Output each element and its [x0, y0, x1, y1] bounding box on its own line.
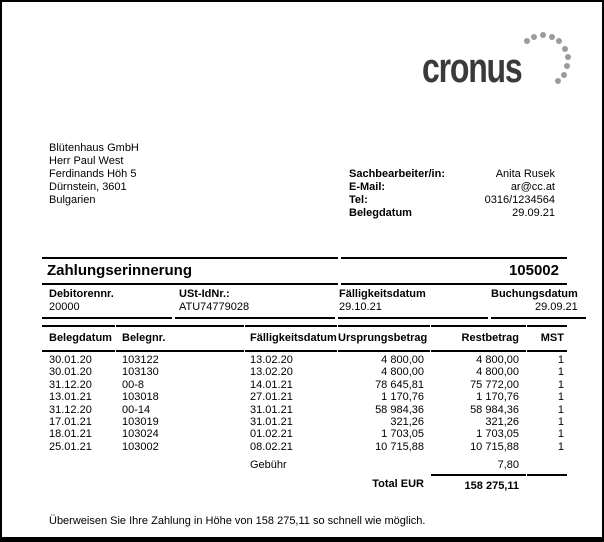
recipient-line: Herr Paul West [49, 155, 124, 167]
cell-faelligkeitsdatum: 14.01.21 [250, 378, 293, 391]
cell-restbetrag: 1 170,76 [476, 391, 519, 404]
column-header-belegnr: Belegnr. [116, 325, 244, 352]
recipient-line: Ferdinands Höh 5 [49, 168, 137, 180]
cell-ursprungsbetrag: 1 703,05 [381, 428, 424, 441]
cell-restbetrag: 10 715,88 [470, 440, 519, 453]
info-field [175, 285, 335, 319]
cell-restbetrag: 4 800,00 [476, 354, 519, 366]
cell-faelligkeitsdatum: 01.02.21 [250, 428, 293, 441]
info-field-label: Buchungsdatum [491, 288, 578, 300]
logo-dot [565, 54, 571, 60]
cell-mst: 1 [557, 403, 564, 416]
table-row [42, 366, 567, 378]
cell-ursprungsbetrag: 4 800,00 [381, 366, 424, 379]
cell-belegnr: 103019 [122, 416, 159, 429]
document-title: Zahlungserinnerung [42, 257, 338, 285]
table-row [42, 428, 567, 440]
document-number: 105002 [341, 257, 567, 285]
cell-belegdatum: 25.01.21 [49, 440, 92, 453]
cell-belegnr: 00-8 [122, 378, 145, 391]
cell-mst: 1 [557, 366, 564, 379]
recipient-line: Blütenhaus GmbH [49, 142, 139, 154]
cell-faelligkeitsdatum: 27.01.21 [250, 391, 293, 404]
cell-mst: 1 [557, 428, 564, 441]
table-body [42, 352, 567, 453]
info-field-label: Debitorennr. [49, 288, 114, 300]
cell-restbetrag: 4 800,00 [476, 366, 519, 379]
cell-faelligkeitsdatum: 31.01.21 [250, 416, 293, 429]
cell-restbetrag: 75 772,00 [470, 378, 519, 391]
cell-belegnr: 103024 [122, 428, 159, 441]
document-header [42, 257, 578, 319]
fee-value: 7,80 [497, 459, 519, 472]
cell-mst: 1 [557, 354, 564, 366]
cell-restbetrag: 58 984,36 [470, 403, 519, 416]
info-field-label: Fälligkeitsdatum [339, 288, 426, 300]
total-label: Total EUR [372, 478, 424, 491]
recipient-line: Bulgarien [49, 194, 96, 206]
table-row [42, 441, 567, 453]
contact-value: Anita Rusek [495, 168, 555, 180]
cell-belegdatum: 17.01.21 [49, 416, 92, 429]
cell-faelligkeitsdatum: 13.02.20 [250, 354, 293, 366]
recipient-line: Dürnstein, 3601 [49, 181, 127, 193]
column-header-restbetrag: Restbetrag [431, 325, 526, 352]
document-info-row [42, 285, 578, 319]
logo-dot [555, 78, 561, 84]
cell-belegdatum: 18.01.21 [49, 428, 92, 441]
contact-value: 0316/1234564 [484, 194, 555, 206]
title-row [42, 257, 567, 285]
cell-ursprungsbetrag: 10 715,88 [375, 440, 424, 453]
cell-belegnr: 103130 [122, 366, 159, 379]
table-row [42, 416, 567, 428]
fee-row [42, 459, 567, 472]
logo-dot [531, 34, 537, 40]
contact-row [349, 207, 555, 220]
cell-belegnr: 00-14 [122, 403, 151, 416]
total-row [42, 474, 567, 493]
info-field-value: 29.10.21 [339, 301, 382, 313]
contact-label: Tel: [349, 194, 368, 206]
cell-belegdatum: 31.12.20 [49, 378, 92, 391]
contact-value: 29.09.21 [512, 207, 555, 219]
table-row [42, 379, 567, 391]
logo-dot [564, 63, 570, 69]
contact-row [349, 181, 555, 194]
cell-mst: 1 [557, 391, 564, 404]
cell-belegdatum: 30.01.20 [49, 366, 92, 379]
column-header-ursprungsbetrag: Ursprungsbetrag [338, 325, 430, 352]
info-field-value: ATU74779028 [179, 301, 250, 313]
info-field-label: USt-IdNr.: [179, 288, 230, 300]
cell-belegnr: 103018 [122, 391, 159, 404]
cell-faelligkeitsdatum: 13.02.20 [250, 366, 293, 379]
table-row [42, 354, 567, 366]
cell-mst: 1 [557, 378, 564, 391]
logo-dot [549, 34, 555, 40]
cell-belegdatum: 31.12.20 [49, 403, 92, 416]
info-field [491, 285, 586, 319]
contact-label: E-Mail: [349, 181, 386, 193]
cell-mst: 1 [557, 416, 564, 429]
column-header-belegdatum: Belegdatum [42, 325, 115, 352]
cell-restbetrag: 321,26 [485, 416, 519, 429]
info-field-value: 29.09.21 [534, 301, 578, 313]
cell-faelligkeitsdatum: 31.01.21 [250, 403, 293, 416]
info-field [338, 285, 488, 319]
logo-dot [562, 46, 568, 52]
company-logo [422, 30, 592, 100]
column-header-mst: MST [527, 325, 567, 352]
table-header-row [42, 325, 567, 352]
contact-info-block [349, 168, 555, 220]
logo-text: cronus [422, 45, 522, 92]
logo-dot [540, 32, 546, 38]
cell-belegnr: 103002 [122, 440, 159, 453]
cell-belegdatum: 13.01.21 [49, 391, 92, 404]
logo-dot [556, 38, 562, 44]
cell-belegdatum: 30.01.20 [49, 354, 92, 366]
cell-faelligkeitsdatum: 08.02.21 [250, 440, 293, 453]
payment-request-note: Überweisen Sie Ihre Zahlung in Höhe von 158 275,11 so schnell wie möglich. [49, 515, 426, 527]
contact-label: Sachbearbeiter/in: [349, 168, 445, 180]
contact-label: Belegdatum [349, 207, 412, 219]
table-row [42, 404, 567, 416]
contact-row [349, 168, 555, 181]
cell-ursprungsbetrag: 78 645,81 [375, 378, 424, 391]
info-field-value: 20000 [49, 301, 80, 313]
total-value: 158 275,11 [431, 474, 526, 493]
logo-dot [561, 72, 567, 78]
cell-belegnr: 103122 [122, 354, 159, 366]
cell-mst: 1 [557, 440, 564, 453]
cell-restbetrag: 1 703,05 [476, 428, 519, 441]
column-header-faelligkeitsdatum: Fälligkeitsdatum [245, 325, 337, 352]
open-entries-table [42, 325, 567, 493]
fee-label: Gebühr [250, 459, 287, 472]
cell-ursprungsbetrag: 58 984,36 [375, 403, 424, 416]
info-field [42, 285, 172, 319]
recipient-address [49, 142, 139, 207]
cell-ursprungsbetrag: 1 170,76 [381, 391, 424, 404]
contact-row [349, 194, 555, 207]
cell-ursprungsbetrag: 4 800,00 [381, 354, 424, 366]
contact-value: ar@cc.at [510, 181, 555, 193]
cell-ursprungsbetrag: 321,26 [390, 416, 424, 429]
table-row [42, 391, 567, 403]
logo-dot [524, 38, 530, 44]
